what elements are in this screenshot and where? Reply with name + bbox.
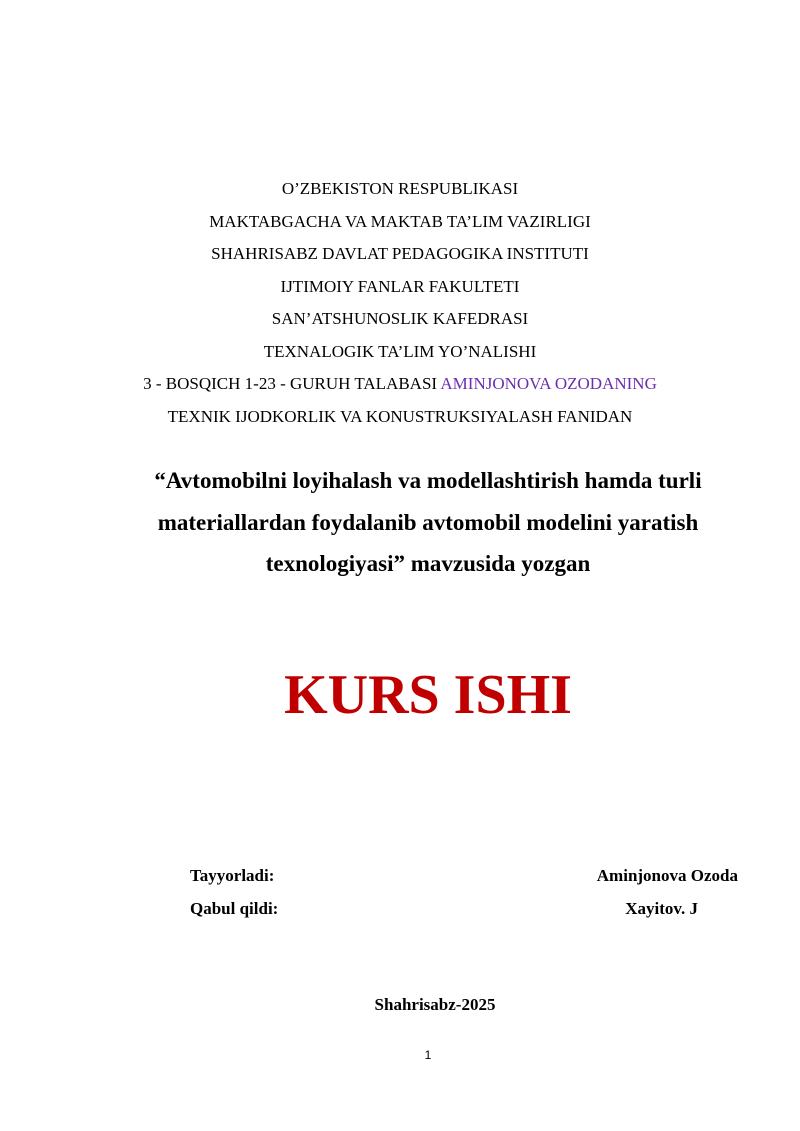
prepared-by-name: Aminjonova Ozoda: [596, 866, 738, 885]
header-line-ministry: MAKTABGACHA VA MAKTAB TA’LIM VAZIRLIGI: [209, 211, 591, 231]
topic-line-3: texnologiyasi” mavzusida yozgan: [265, 551, 591, 576]
page-number: 1: [424, 1048, 432, 1062]
student-name: AMINJONOVA OZODANING: [440, 374, 657, 393]
topic-line-2: materiallardan foydalanib avtomobil modelini yaratish: [157, 509, 699, 535]
institution-header: [0, 173, 800, 433]
city-year: Shahrisabz-2025: [374, 995, 496, 1014]
header-line-faculty: IJTIMOIY FANLAR FAKULTETI: [280, 276, 520, 296]
work-title: KURS ISHI: [284, 664, 572, 726]
topic-line-1: “Avtomobilni loyihalash va modellashtirish hamda turli: [154, 468, 702, 493]
header-line-subject: TEXNIK IJODKORLIK VA KONUSTRUKSIYALASH FANIDAN: [167, 406, 633, 426]
header-line-direction: TEXNALOGIK TA’LIM YO’NALISHI: [263, 341, 537, 361]
prepared-by-label: Tayyorladi:: [190, 866, 275, 885]
header-line-country: O’ZBEKISTON RESPUBLIKASI: [281, 179, 519, 198]
accepted-by-name: Xayitov. J: [625, 899, 698, 918]
header-line-student: [0, 368, 800, 401]
topic-title: [100, 460, 756, 585]
header-line-department: SAN’ATSHUNOSLIK KAFEDRASI: [271, 309, 529, 328]
header-line-institute: SHAHRISABZ DAVLAT PEDAGOGIKA INSTITUTI: [211, 244, 589, 263]
accepted-by-label: Qabul qildi:: [190, 899, 279, 918]
student-line-prefix: 3 - BOSQICH 1-23 - GURUH TALABASI: [143, 374, 441, 393]
